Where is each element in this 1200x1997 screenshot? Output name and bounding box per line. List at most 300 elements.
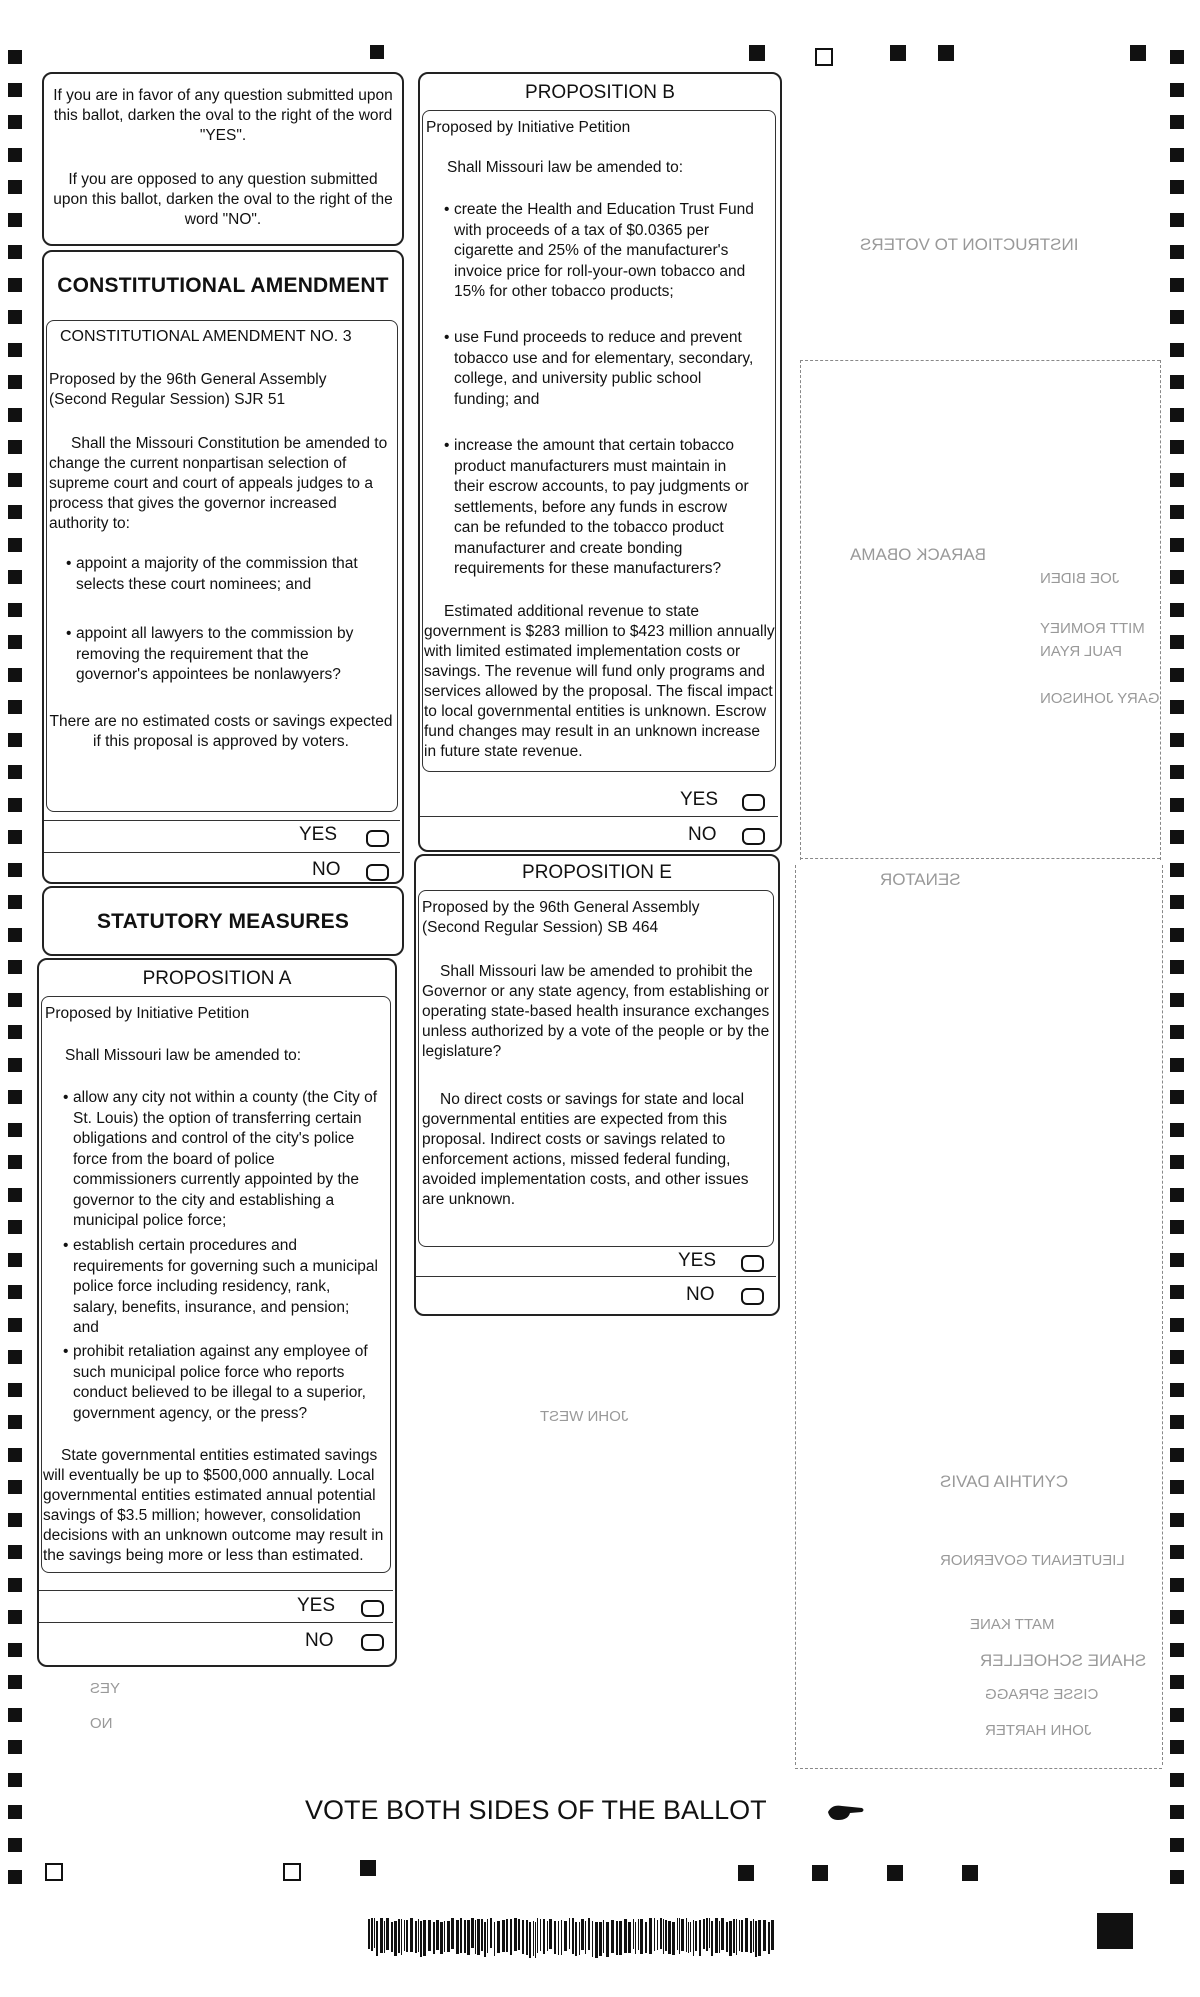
barcode-bar [368,1919,370,1949]
timing-mark [1170,1415,1184,1429]
timing-mark [8,928,22,942]
timing-mark [8,635,22,649]
barcode-bar [497,1921,500,1953]
barcode-bar [719,1921,720,1953]
barcode-bar [386,1918,389,1950]
timing-mark [1170,1513,1184,1527]
timing-mark [8,1448,22,1462]
timing-mark [8,1805,22,1819]
proposition-a-title: PROPOSITION A [142,968,292,989]
barcode-bar [763,1920,766,1951]
timing-mark [370,45,384,59]
barcode-bar [711,1921,713,1956]
timing-mark [1170,1838,1184,1852]
yes-oval[interactable] [741,1255,764,1272]
barcode-bar [768,1922,770,1954]
bleed-text: JOHN HARTER [985,1722,1092,1739]
barcode-bar [494,1922,495,1956]
timing-mark [8,1025,22,1039]
bleed-border [800,360,801,860]
timing-mark [1170,570,1184,584]
divider [420,816,778,817]
timing-mark [8,505,22,519]
yes-label: YES [299,824,338,845]
timing-mark [8,1480,22,1494]
barcode-bar [663,1919,664,1954]
amendment-bullet: • appoint all lawyers to the commission by removing the requirement that the governor's appointees be nonlawyers? [76,624,366,686]
barcode-bar [679,1918,680,1954]
timing-mark [8,733,22,747]
barcode-bar [633,1919,634,1949]
timing-mark [8,1708,22,1722]
timing-mark [887,1865,903,1881]
barcode-bar [588,1918,590,1950]
barcode-bar [726,1922,728,1952]
no-oval[interactable] [741,1288,764,1305]
barcode-bar [758,1920,761,1956]
bleed-text: MATT KANE [970,1616,1055,1633]
proposition-a-proposed: Proposed by Initiative Petition [45,1005,250,1022]
barcode-bar [569,1918,570,1949]
timing-mark [1170,1090,1184,1104]
bleed-text: CISSE SPRAGG [985,1686,1099,1703]
timing-mark [1170,50,1184,64]
yes-oval[interactable] [361,1600,384,1617]
barcode-bar [444,1921,445,1952]
timing-mark [1170,863,1184,877]
barcode-bar [554,1921,556,1954]
proposition-e-box [414,854,780,1316]
barcode-bar [635,1922,636,1954]
timing-mark [8,1318,22,1332]
timing-mark [1170,505,1184,519]
barcode-bar [398,1919,400,1953]
proposition-b-title: PROPOSITION B [525,82,675,103]
barcode-bar [721,1918,724,1950]
bleed-text: MITT ROMNEY [1040,620,1145,637]
timing-mark [8,148,22,162]
proposition-a-bullet: • establish certain procedures and requirements for governing such a municipal police force including residency, rank, salary, benefits, insurance, and pension; and [73,1236,378,1339]
bleed-text: YES [90,1680,121,1697]
timing-mark [8,1415,22,1429]
timing-mark [8,1123,22,1137]
yes-oval[interactable] [742,794,765,811]
barcode-bar [440,1922,443,1954]
barcode-bar [410,1918,413,1952]
divider [39,1622,393,1623]
barcode-bar [415,1921,417,1953]
barcode-bar [681,1919,684,1951]
proposition-b-proposed: Proposed by Initiative Petition [426,119,631,136]
bleed-border [1160,360,1161,860]
barcode-bar [599,1922,602,1956]
barcode-bar [436,1920,439,1950]
timing-mark [1170,928,1184,942]
barcode-bar [693,1920,694,1956]
timing-mark [938,45,954,61]
bleed-text: SHANE SCHOELLER [980,1651,1147,1670]
timing-mark [8,1578,22,1592]
barcode-bar [464,1920,466,1953]
timing-mark [1170,1773,1184,1787]
timing-mark [1170,895,1184,909]
no-label: NO [688,824,717,845]
proposition-b-question: Shall Missouri law be amended to: [447,159,684,176]
timing-mark [1170,148,1184,162]
barcode-bar [660,1918,662,1949]
timing-mark [8,700,22,714]
timing-mark [1170,700,1184,714]
timing-mark [8,310,22,324]
timing-mark [8,83,22,97]
timing-mark [1170,1188,1184,1202]
timing-mark [1170,1480,1184,1494]
pointing-hand-icon [826,1800,866,1824]
barcode-bar [579,1922,580,1955]
bleed-border [1162,865,1163,1765]
proposition-a-bullet: • allow any city not within a county (the City of St. Louis) the option of transferring certain obligations and control of the city's police force from the board of police commissioners currently appointed by the governor to the city and establishing a municipal police force; [73,1088,378,1232]
barcode-bar [564,1921,567,1951]
timing-mark [1170,245,1184,259]
barcode-bar [477,1919,480,1955]
timing-mark [8,50,22,64]
barcode-bar [611,1920,614,1953]
timing-mark [8,1513,22,1527]
barcode-bar [433,1922,435,1954]
barcode-bar [677,1918,678,1950]
barcode-bar [706,1918,708,1951]
bleed-text: JOE BIDEN [1040,570,1120,587]
timing-mark [8,765,22,779]
barcode-bar [549,1919,552,1949]
divider [39,1590,393,1591]
amendment-question: Shall the Missouri Constitution be amended to change the current nonpartisan selection of supreme court and court of appeals judges to a process that gives the governor increased authority to: [49,435,388,532]
timing-mark [8,1740,22,1754]
barcode-bar [518,1919,520,1950]
timing-mark [1170,603,1184,617]
timing-mark [8,1545,22,1559]
timing-mark [1170,1220,1184,1234]
instructions-opposed: If you are opposed to any question submitted upon this ballot, darken the oval to the right of the word "NO". [53,171,393,228]
barcode-bar [406,1920,408,1952]
barcode-bar [537,1918,538,1953]
timing-mark [8,1058,22,1072]
bleed-border [800,858,1160,859]
proposition-e-title: PROPOSITION E [522,862,672,883]
proposition-a-cost: State governmental entities estimated savings will eventually be up to $500,000 annually. Local governmental entities estimated annual potential savings of $3.5 million; however, consolidation decisions with an unknown outcome may result in the savings being more or less than estimated. [43,1447,384,1564]
timing-mark [1170,1383,1184,1397]
timing-mark [1170,538,1184,552]
barcode-bar [428,1920,431,1951]
timing-mark [1170,1870,1184,1884]
barcode-bar [616,1921,618,1955]
instructions-box [42,72,404,246]
barcode-bar [628,1922,631,1953]
proposition-a-question: Shall Missouri law be amended to: [65,1047,302,1064]
barcode-bar [733,1919,735,1953]
timing-mark [8,895,22,909]
bleed-text: SENATOR [880,870,961,889]
bleed-text: PAUL RYAN [1040,643,1122,660]
barcode-bar [606,1922,609,1957]
timing-mark [1170,1740,1184,1754]
barcode-bar [561,1920,562,1955]
proposition-b-bullet: • increase the amount that certain tobacco product manufacturers must maintain in their escrow accounts, to pay judgments or settlements, before any funds in escrow can be refunded to the tobacco product manufacturer and create bonding requirements for these manufacturers? [454,436,754,580]
timing-mark [8,668,22,682]
timing-mark [1170,765,1184,779]
barcode-bar [638,1919,639,1950]
barcode-bar [380,1918,383,1953]
timing-mark [1170,440,1184,454]
proposition-a-box [37,958,397,1667]
timing-mark [8,180,22,194]
timing-mark [1170,115,1184,129]
barcode-bar [376,1921,378,1956]
barcode-bar [672,1922,675,1955]
divider [416,1276,776,1277]
instructions-favor: If you are in favor of any question submitted upon this ballot, darken the oval to the right of the word "YES". [53,87,393,144]
no-label: NO [312,859,341,880]
barcode-bar [384,1921,385,1953]
barcode-bar [688,1922,689,1953]
timing-mark [1170,1578,1184,1592]
barcode-bar [668,1921,671,1954]
timing-mark [8,1838,22,1852]
barcode-bar [729,1921,732,1956]
divider [44,852,400,853]
timing-mark [8,960,22,974]
proposition-a-bullet: • prohibit retaliation against any employee of such municipal police force who reports conduct believed to be illegal to a superior, government agency, or the press? [73,1342,378,1424]
barcode-bar [739,1920,740,1951]
barcode-bar [487,1919,488,1953]
bleed-text: BARACK OBAMA [850,545,987,564]
timing-mark [1170,1708,1184,1722]
timing-mark [1170,473,1184,487]
barcode-bar [529,1922,531,1958]
small-square-icon [45,1863,63,1881]
timing-mark [8,1155,22,1169]
bleed-text: JOHN WEST [540,1408,629,1425]
timing-mark [1170,1545,1184,1559]
timing-mark [360,1860,376,1876]
constitutional-header: CONSTITUTIONAL AMENDMENT [57,274,389,297]
no-oval[interactable] [742,828,765,845]
timing-mark [749,45,765,61]
timing-mark [8,1870,22,1884]
barcode-bar [404,1920,405,1951]
timing-mark [962,1865,978,1881]
barcode-bar [595,1922,598,1958]
timing-mark [1170,1675,1184,1689]
barcode-bar [423,1920,426,1956]
timing-mark [8,1383,22,1397]
barcode-bar [401,1919,402,1955]
timing-mark [1170,1448,1184,1462]
bleed-border [800,360,1160,361]
barcode-bar [475,1920,476,1954]
timing-mark [8,1350,22,1364]
no-label: NO [305,1630,334,1651]
barcode-bar [371,1918,373,1951]
barcode-bar [624,1919,627,1953]
barcode-bar [391,1922,393,1952]
timing-mark [1097,1913,1133,1949]
bleed-border [795,865,796,1765]
timing-mark [1170,1285,1184,1299]
timing-mark [1170,375,1184,389]
timing-mark [8,1610,22,1624]
timing-mark [8,798,22,812]
timing-mark [1170,310,1184,324]
small-square-icon [815,48,833,66]
proposition-e-question: Shall Missouri law be amended to prohibit the Governor or any state agency, from establishing or operating state-based health insurance exchanges unless authorized by a vote of the people or by the legislature? [422,963,770,1060]
barcode-bar [695,1921,697,1951]
barcode-bar [771,1920,774,1950]
timing-mark [8,538,22,552]
divider [44,820,400,821]
barcode-bar [703,1919,705,1949]
barcode-bar [715,1918,718,1953]
timing-mark [1170,278,1184,292]
bleed-text: NO [90,1715,113,1732]
timing-mark [1170,668,1184,682]
yes-label: YES [678,1250,717,1271]
barcode-bar [484,1922,486,1957]
timing-mark [1170,1253,1184,1267]
amendment-title: CONSTITUTIONAL AMENDMENT NO. 3 [60,328,352,345]
bleed-border [795,1768,1162,1769]
timing-mark [8,213,22,227]
barcode-bar [755,1921,757,1957]
barcode-bar [420,1921,422,1957]
timing-mark [8,343,22,357]
timing-mark [1170,1805,1184,1819]
barcode-bar [543,1919,545,1954]
timing-mark [1170,1318,1184,1332]
barcode-bar [460,1918,462,1953]
barcode-bar [374,1918,375,1948]
barcode-bar [540,1919,541,1951]
barcode-bar [603,1920,604,1953]
timing-mark [8,570,22,584]
barcode-bar [741,1920,743,1952]
barcode-bar [745,1918,748,1952]
timing-mark [1130,45,1146,61]
timing-mark [8,830,22,844]
barcode-bar [686,1918,687,1952]
barcode-bar [418,1919,419,1952]
barcode-bar [447,1921,450,1952]
timing-mark [1170,1643,1184,1657]
barcode-bar [581,1919,584,1950]
yes-label: YES [680,789,719,810]
barcode-bar [558,1921,559,1955]
timing-mark [8,1253,22,1267]
barcode-bar [510,1919,512,1955]
barcode-bar [514,1918,517,1951]
timing-mark [1170,1025,1184,1039]
statutory-header: STATUTORY MEASURES [96,910,350,933]
barcode-bar [535,1922,536,1958]
barcode-bar [481,1919,483,1951]
constitutional-amendment-section [42,250,404,884]
timing-mark [1170,1350,1184,1364]
timing-mark [738,1865,754,1881]
amendment-cost: There are no estimated costs or savings expected if this proposal is approved by voters. [49,713,393,750]
barcode-bar [451,1918,454,1949]
timing-mark [1170,798,1184,812]
barcode-bar [750,1921,752,1953]
barcode-bar [585,1921,586,1954]
timing-mark [8,1285,22,1299]
proposition-e-cost: No direct costs or savings for state and local governmental entities are expected from this proposal. Indirect costs or savings related to enforcement actions, missed federal funding, avoided implementation costs, and other issues are unknown. [422,1091,749,1208]
timing-mark [1170,213,1184,227]
barcode-bar [522,1920,524,1954]
timing-mark [1170,180,1184,194]
timing-mark [1170,830,1184,844]
bleed-text: GARY JOHNSON [1040,690,1160,707]
timing-mark [8,993,22,1007]
timing-mark [1170,1155,1184,1169]
timing-mark [8,278,22,292]
timing-mark [8,1773,22,1787]
timing-mark [1170,1610,1184,1624]
barcode-bar [649,1918,652,1954]
timing-mark [1170,1058,1184,1072]
small-square-icon [283,1863,301,1881]
amendment-proposed: Proposed by the 96th General Assembly (Second Regular Session) SJR 51 [49,371,327,408]
barcode-bar [592,1921,593,1957]
timing-mark [1170,408,1184,422]
no-oval[interactable] [361,1634,384,1651]
amendment-bullet: • appoint a majority of the commission that selects these court nominees; and [76,554,361,595]
timing-mark [8,1220,22,1234]
yes-oval[interactable] [366,830,389,847]
timing-mark [1170,993,1184,1007]
statutory-measures-header-box [42,886,404,956]
no-oval[interactable] [366,864,389,881]
timing-mark [1170,1123,1184,1137]
timing-mark [1170,343,1184,357]
barcode-bar [645,1922,647,1953]
bleed-text: LIEUTENANT GOVERNOR [940,1552,1125,1569]
barcode-bar [533,1921,534,1956]
timing-mark [8,1188,22,1202]
barcode-bar [572,1918,574,1954]
barcode-bar [526,1920,528,1955]
timing-mark [890,45,906,61]
timing-mark [1170,83,1184,97]
barcode-bar [640,1919,643,1954]
barcode-bar [394,1921,397,1956]
proposition-b-bullet: • create the Health and Education Trust Fund with proceeds of a tax of $0.0365 per cigarette and 25% of the manufacturer's invoice price for roll-your-own tobacco and 15% for other tobacco products; [454,200,754,303]
proposition-e-proposed: Proposed by the 96th General Assembly (Second Regular Session) SB 464 [422,899,700,936]
proposition-b-bullet: • use Fund proceeds to reduce and prevent tobacco use and for elementary, secondary, college, and university public school funding; and [454,328,754,410]
barcode-bar [490,1918,492,1948]
timing-mark [1170,635,1184,649]
timing-mark [8,863,22,877]
barcode-bar [456,1920,459,1954]
proposition-b-box [418,72,782,852]
barcode-bar [467,1920,470,1955]
barcode-bar [547,1921,548,1951]
timing-mark [8,115,22,129]
ballot-barcode [368,1918,778,1960]
barcode-bar [506,1919,508,1952]
barcode-bar [502,1920,505,1952]
barcode-bar [654,1918,655,1951]
barcode-bar [575,1922,577,1956]
